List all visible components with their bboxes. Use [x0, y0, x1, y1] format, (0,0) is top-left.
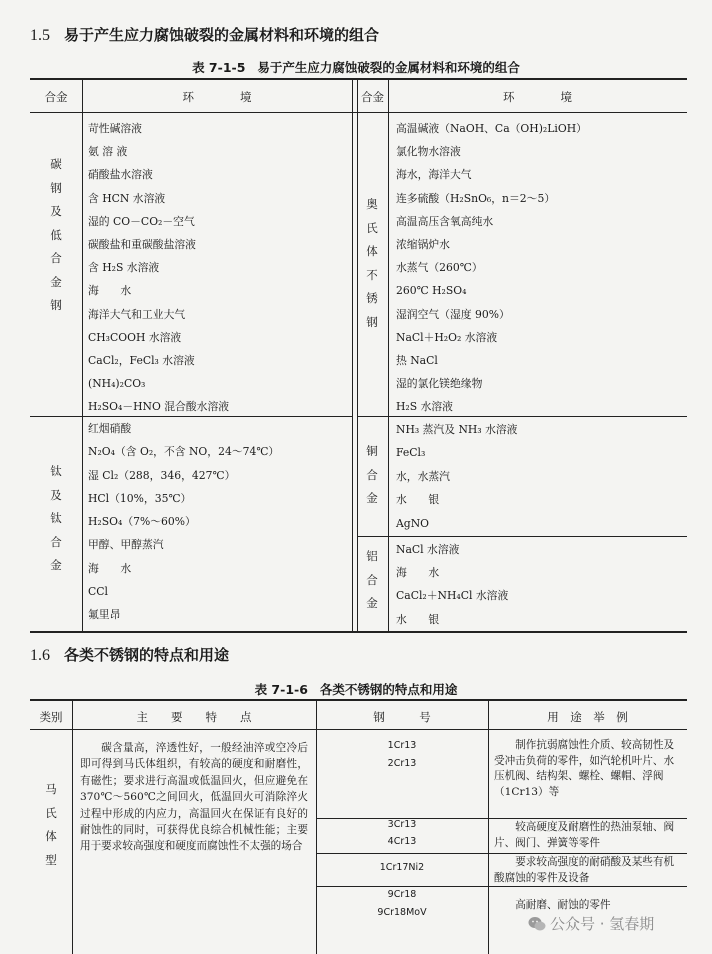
list-item: 海洋大气和工业大气	[88, 307, 186, 321]
list-item: 硝酸盐水溶液	[88, 168, 153, 182]
watermark-text: 公众号 · 氢春期	[550, 915, 655, 933]
watermark	[528, 913, 654, 936]
list-item: 浓缩锅炉水	[396, 238, 450, 252]
alloy-label-austenitic-steel: 奥 氏 体 不 锈 钢	[366, 197, 378, 329]
grade: 3Cr13	[387, 819, 417, 830]
header-environment: 环 境	[182, 90, 252, 104]
list-item: FeCl₃	[396, 446, 426, 460]
list-item: H₂S 水溶液	[396, 400, 453, 414]
section-heading-2	[30, 644, 229, 665]
list-item: CaCl₂＋NH₄Cl 水溶液	[396, 589, 509, 603]
list-item: 水 银	[396, 612, 440, 626]
list-item: 热 NaCl	[396, 354, 438, 368]
list-item: AgNO	[396, 516, 430, 530]
list-item: HCl（10%，35℃）	[88, 491, 192, 505]
alloy-label-carbon-steel: 碳 钢 及 低 合 金 钢	[50, 157, 62, 312]
list-item: 苛性碱溶液	[88, 122, 142, 135]
list-item: 氟里昂	[88, 608, 121, 622]
environment-list-carbon-steel	[88, 117, 229, 419]
list-item: 湿 Cl₂（288，346，427℃）	[88, 468, 236, 482]
grade: 1Cr17Ni2	[379, 862, 425, 873]
list-item: NH₃ 蒸汽及 NH₃ 水溶液	[396, 423, 518, 436]
list-item: NaCl＋H₂O₂ 水溶液	[396, 330, 498, 344]
list-item: H₂SO₄（7%～60%）	[88, 515, 196, 529]
grade: 1Cr13	[387, 740, 417, 751]
alloy-label-aluminum: 铝 合 金	[366, 549, 378, 610]
grade: 2Cr13	[387, 758, 417, 769]
list-item: 260℃ H₂SO₄	[396, 284, 467, 298]
header-alloy-2: 合金	[361, 90, 384, 104]
list-item: 高温高压含氧高纯水	[396, 214, 494, 228]
header-environment-2: 环 境	[503, 90, 572, 104]
list-item: CaCl₂，FeCl₃ 水溶液	[88, 354, 195, 368]
list-item: 氯化物水溶液	[396, 145, 461, 159]
section-title: 各类不锈钢的特点和用途	[64, 646, 230, 664]
header-category: 类别	[39, 710, 63, 724]
use-example: 要求较高强度的耐硝酸及某些有机酸腐蚀的零件及设备	[494, 856, 675, 884]
table-number: 表 7-1-5	[192, 60, 246, 75]
list-item: 含 H₂S 水溶液	[88, 261, 160, 275]
list-item: 碳酸盐和重碳酸盐溶液	[88, 238, 196, 252]
list-item: 水 银	[396, 493, 440, 507]
list-item: 水，水蒸汽	[396, 469, 450, 483]
list-item: CCl	[88, 585, 108, 599]
list-item: 甲醇、甲醇蒸汽	[88, 538, 164, 552]
category-martensitic: 马 氏 体 型	[45, 782, 57, 867]
table-title: 各类不锈钢的特点和用途	[319, 682, 458, 697]
list-item: 红烟硝酸	[88, 422, 132, 435]
alloy-label-copper: 铜 合 金	[366, 444, 378, 505]
grade: 9Cr18MoV	[377, 907, 427, 918]
list-item: 含 HCN 水溶液	[88, 191, 166, 205]
list-item: NaCl 水溶液	[396, 543, 460, 556]
list-item: N₂O₄（含 O₂，不含 NO，24～74℃）	[88, 445, 280, 459]
section-number: 1.6	[30, 647, 50, 664]
features-text: 碳含量高，淬透性好，一般经油淬或空冷后即可得到马氏体组织，有较高的硬度和耐磨性，有磁性；要求进行高温或低温回火，但应避免在 370℃～560℃之间回火，低温回火可消除淬火过程中形成的内应力，高温回火在保证有良好的耐蚀性的同时，可获得优良综合机械性能；主要用于要求较高强度和硬度而腐蚀性不太强的场合	[80, 742, 308, 853]
list-item: CH₃COOH 水溶液	[88, 330, 182, 344]
list-item: 高温碱液（NaOH、Ca（OH)₂LiOH）	[396, 122, 587, 135]
list-item: 氨 溶 液	[88, 145, 128, 159]
environment-list-titanium	[88, 417, 279, 627]
header-use: 用 途 举 例	[547, 710, 628, 724]
table-title: 易于产生应力腐蚀破裂的金属材料和环境的组合	[257, 60, 520, 75]
header-grade: 钢 号	[373, 710, 431, 724]
section-heading	[30, 24, 379, 45]
section-title: 易于产生应力腐蚀破裂的金属材料和环境的组合	[64, 26, 380, 44]
environment-list-aluminum	[396, 538, 508, 631]
list-item: 连多硫酸（H₂SnO₆，n＝2～5）	[396, 191, 556, 205]
section-number: 1.5	[30, 27, 50, 44]
table-caption-2	[0, 680, 712, 698]
list-item: 海 水	[88, 561, 132, 575]
use-example: 制作抗弱腐蚀性介质、较高韧性及受冲击负荷的零件，如汽轮机叶片、水压机阀、结构架、螺栓、螺帽、浮阀（1Cr13）等	[494, 739, 675, 798]
environment-list-copper	[396, 418, 517, 535]
list-item: H₂SO₄－HNO 混合酸水溶液	[88, 400, 230, 414]
use-example: 较高硬度及耐磨性的热油泵轴、阀片、阀门、弹簧等零件	[494, 821, 675, 849]
list-item: 海 水	[88, 284, 132, 298]
wechat-icon	[528, 916, 546, 936]
table-caption	[0, 58, 712, 76]
header-alloy: 合金	[44, 90, 68, 104]
header-features: 主 要 特 点	[136, 710, 252, 724]
grade: 9Cr18	[387, 889, 417, 900]
grade: 4Cr13	[387, 836, 417, 847]
list-item: 海 水	[396, 566, 440, 580]
list-item: (NH₄)₂CO₃	[88, 377, 146, 391]
list-item: 湿的氯化镁绝缘物	[396, 377, 483, 391]
list-item: 湿润空气（湿度 90%）	[396, 307, 510, 321]
table-number: 表 7-1-6	[254, 682, 308, 697]
environment-list-austenitic-steel	[396, 117, 587, 419]
list-item: 水蒸气（260℃）	[396, 261, 483, 275]
list-item: 海水，海洋大气	[396, 168, 472, 182]
list-item: 湿的 CO－CO₂－空气	[88, 214, 195, 228]
alloy-label-titanium: 钛 及 钛 合 金	[50, 464, 62, 572]
use-example: 高耐磨、耐蚀的零件	[515, 899, 611, 911]
